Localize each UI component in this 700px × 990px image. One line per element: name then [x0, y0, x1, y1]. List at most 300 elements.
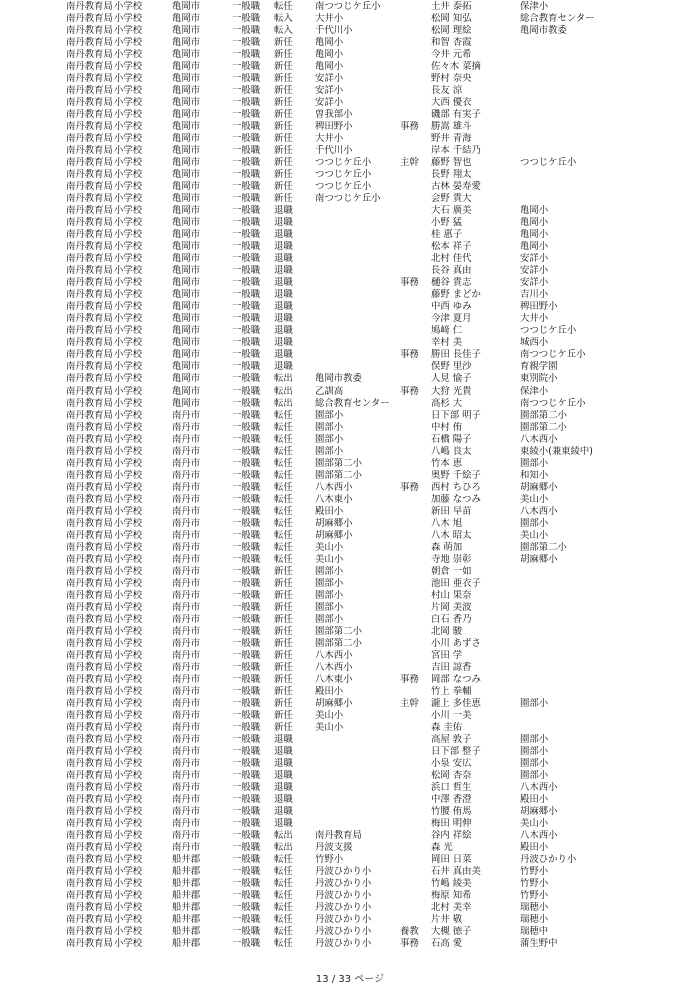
office-cell: 南丹教育局: [66, 265, 113, 277]
table-row: [66, 49, 696, 61]
change-type-cell: 新任: [274, 637, 293, 649]
municipality-cell: 船井郡: [172, 866, 201, 878]
change-type-cell: 退職: [274, 253, 293, 265]
job-class-cell: 一般職: [232, 661, 261, 673]
change-type-cell: 退職: [274, 349, 293, 361]
office-cell: 南丹教育局: [66, 673, 113, 685]
staff-name-cell: 朝倉 一如: [431, 565, 472, 577]
school-type-cell: 小学校: [114, 49, 143, 61]
staff-name-cell: 高杉 大: [431, 397, 463, 409]
staff-name-cell: 大槻 徳子: [431, 926, 472, 938]
new-school-cell: 園部小: [315, 577, 344, 589]
change-type-cell: 転任: [274, 457, 293, 469]
change-type-cell: 新任: [274, 661, 293, 673]
previous-school-cell: 蒲生野中: [520, 938, 558, 950]
table-row: [66, 626, 696, 638]
position-cell: [400, 25, 431, 37]
table-row: [66, 229, 696, 241]
new-school-cell: [315, 241, 400, 253]
previous-school-cell: 育親学園: [520, 361, 558, 373]
staff-name-cell: 片井 敬: [431, 914, 463, 926]
previous-school-cell: 安詳小: [520, 265, 549, 277]
previous-school-cell: 園部小: [520, 457, 549, 469]
school-type-cell: 小学校: [114, 229, 143, 241]
job-class-cell: 一般職: [232, 926, 261, 938]
office-cell: 南丹教育局: [66, 637, 113, 649]
office-cell: 南丹教育局: [66, 121, 113, 133]
staff-name-cell: 森 萌加: [431, 541, 463, 553]
municipality-cell: 南丹市: [172, 565, 201, 577]
change-type-cell: 転任: [274, 854, 293, 866]
table-row: [66, 506, 696, 518]
previous-school-cell: [520, 109, 696, 121]
new-school-cell: [315, 205, 400, 217]
table-row: [66, 13, 696, 25]
table-row: [66, 313, 696, 325]
new-school-cell: 園部小: [315, 589, 344, 601]
position-cell: [400, 866, 431, 878]
staff-name-cell: 土井 泰拓: [431, 1, 472, 12]
office-cell: 南丹教育局: [66, 349, 113, 361]
job-class-cell: 一般職: [232, 205, 261, 217]
municipality-cell: 南丹市: [172, 806, 201, 818]
municipality-cell: 亀岡市: [172, 145, 201, 157]
previous-school-cell: 園部小: [520, 733, 549, 745]
change-type-cell: 新任: [274, 709, 293, 721]
staff-name-cell: 奥野 千絵子: [431, 469, 481, 481]
staff-name-cell: 松岡 杏奈: [431, 770, 472, 781]
table-row: [66, 734, 696, 746]
new-school-cell: 千代川小: [315, 145, 353, 157]
school-type-cell: 小学校: [114, 553, 143, 565]
staff-name-cell: 小泉 安広: [431, 757, 472, 769]
change-type-cell: 新任: [274, 613, 293, 625]
staff-name-cell: 森 光: [431, 842, 453, 854]
new-school-cell: 園部第二小: [315, 469, 362, 481]
school-type-cell: 小学校: [114, 445, 143, 457]
new-school-cell: 園部小: [315, 445, 344, 457]
table-row: [66, 193, 696, 205]
table-row: [66, 85, 696, 97]
position-cell: [400, 686, 431, 698]
school-type-cell: 小学校: [114, 277, 143, 289]
staff-name-cell: 浜口 哲生: [431, 782, 472, 794]
position-cell: [400, 710, 431, 722]
office-cell: 南丹教育局: [66, 938, 113, 950]
school-type-cell: 小学校: [114, 637, 143, 649]
municipality-cell: 南丹市: [172, 794, 201, 806]
office-cell: 南丹教育局: [66, 85, 113, 97]
school-type-cell: 小学校: [114, 1, 143, 12]
previous-school-cell: [520, 145, 696, 157]
school-type-cell: 小学校: [114, 85, 143, 97]
office-cell: 南丹教育局: [66, 782, 113, 794]
municipality-cell: 亀岡市: [172, 25, 201, 37]
table-row: [66, 349, 696, 361]
change-type-cell: 新任: [274, 145, 293, 157]
municipality-cell: 南丹市: [172, 541, 201, 553]
job-class-cell: 一般職: [232, 73, 261, 85]
school-type-cell: 小学校: [114, 818, 143, 830]
staff-name-cell: 八嶋 良太: [431, 445, 472, 457]
new-school-cell: 丹波ひかり小: [315, 926, 372, 938]
new-school-cell: 安詳小: [315, 73, 344, 85]
table-row: [66, 914, 696, 926]
previous-school-cell: [520, 193, 696, 205]
change-type-cell: 退職: [274, 301, 293, 313]
previous-school-cell: 安詳小: [520, 277, 549, 289]
previous-school-cell: 瑞穂中: [520, 926, 549, 938]
previous-school-cell: [520, 650, 696, 662]
municipality-cell: 亀岡市: [172, 193, 201, 205]
new-school-cell: 胡麻郷小: [315, 529, 353, 541]
change-type-cell: 退職: [274, 277, 293, 289]
change-type-cell: 転任: [274, 469, 293, 481]
change-type-cell: 転任: [274, 433, 293, 445]
position-cell: [400, 109, 431, 121]
previous-school-cell: 園部小: [520, 745, 549, 757]
office-cell: 南丹教育局: [66, 733, 113, 745]
table-row: [66, 530, 696, 542]
previous-school-cell: [520, 686, 696, 698]
position-cell: [400, 602, 431, 614]
personnel-rows: [66, 1, 696, 950]
staff-name-cell: 加藤 なつみ: [431, 493, 481, 505]
new-school-cell: 丹波ひかり小: [315, 914, 372, 926]
staff-name-cell: 瀧上 多佳恵: [431, 697, 481, 709]
school-type-cell: 小学校: [114, 193, 143, 205]
change-type-cell: 新任: [274, 589, 293, 601]
new-school-cell: 園部小: [315, 421, 344, 433]
office-cell: 南丹教育局: [66, 433, 113, 445]
new-school-cell: 八木西小: [315, 649, 353, 661]
previous-school-cell: [520, 169, 696, 181]
change-type-cell: 新任: [274, 577, 293, 589]
municipality-cell: 船井郡: [172, 854, 201, 866]
office-cell: 南丹教育局: [66, 457, 113, 469]
position-cell: [400, 746, 431, 758]
position-cell: 事務: [400, 385, 419, 397]
new-school-cell: 殿田小: [315, 505, 344, 517]
table-row: [66, 482, 696, 494]
municipality-cell: 南丹市: [172, 721, 201, 733]
table-row: [66, 121, 696, 133]
previous-school-cell: [520, 85, 696, 97]
job-class-cell: 一般職: [232, 902, 261, 914]
table-row: [66, 205, 696, 217]
staff-name-cell: 長谷 真由: [431, 265, 472, 277]
municipality-cell: 南丹市: [172, 469, 201, 481]
staff-name-cell: 大西 優衣: [431, 97, 472, 109]
staff-name-cell: 竹上 拳輔: [431, 685, 472, 697]
job-class-cell: 一般職: [232, 217, 261, 229]
position-cell: 事務: [400, 481, 419, 493]
municipality-cell: 南丹市: [172, 709, 201, 721]
job-class-cell: 一般職: [232, 601, 261, 613]
office-cell: 南丹教育局: [66, 517, 113, 529]
position-cell: [400, 73, 431, 85]
position-cell: [400, 181, 431, 193]
school-type-cell: 小学校: [114, 481, 143, 493]
change-type-cell: 新任: [274, 85, 293, 97]
municipality-cell: 亀岡市: [172, 337, 201, 349]
job-class-cell: 一般職: [232, 241, 261, 253]
office-cell: 南丹教育局: [66, 49, 113, 61]
school-type-cell: 小学校: [114, 301, 143, 313]
table-row: [66, 830, 696, 842]
table-row: [66, 422, 696, 434]
change-type-cell: 退職: [274, 757, 293, 769]
change-type-cell: 退職: [274, 325, 293, 337]
municipality-cell: 南丹市: [172, 673, 201, 685]
change-type-cell: 転任: [274, 517, 293, 529]
staff-name-cell: 勝嵩 雄斗: [431, 121, 472, 133]
job-class-cell: 一般職: [232, 193, 261, 205]
job-class-cell: 一般職: [232, 313, 261, 325]
job-class-cell: 一般職: [232, 517, 261, 529]
position-cell: [400, 253, 431, 265]
municipality-cell: 亀岡市: [172, 205, 201, 217]
office-cell: 南丹教育局: [66, 601, 113, 613]
office-cell: 南丹教育局: [66, 794, 113, 806]
change-type-cell: 新任: [274, 121, 293, 133]
position-cell: 養教: [400, 926, 419, 938]
job-class-cell: 一般職: [232, 301, 261, 313]
change-type-cell: 新任: [274, 169, 293, 181]
position-cell: [400, 446, 431, 458]
new-school-cell: 八木西小: [315, 661, 353, 673]
municipality-cell: 南丹市: [172, 830, 201, 842]
office-cell: 南丹教育局: [66, 806, 113, 818]
change-type-cell: 転任: [274, 938, 293, 950]
table-row: [66, 710, 696, 722]
change-type-cell: 転任: [274, 481, 293, 493]
table-row: [66, 169, 696, 181]
new-school-cell: 園部小: [315, 613, 344, 625]
staff-name-cell: 中西 ゆみ: [431, 301, 472, 313]
table-row: [66, 217, 696, 229]
previous-school-cell: 胡麻郷小: [520, 553, 558, 565]
job-class-cell: 一般職: [232, 133, 261, 145]
new-school-cell: 園部小: [315, 433, 344, 445]
previous-school-cell: 胡麻郷小: [520, 806, 558, 818]
school-type-cell: 小学校: [114, 337, 143, 349]
office-cell: 南丹教育局: [66, 409, 113, 421]
change-type-cell: 退職: [274, 733, 293, 745]
previous-school-cell: 八木西小: [520, 830, 558, 842]
table-row: [66, 854, 696, 866]
new-school-cell: 総合教育センター: [315, 397, 390, 409]
school-type-cell: 小学校: [114, 433, 143, 445]
staff-name-cell: 寺地 崇彰: [431, 553, 472, 565]
office-cell: 南丹教育局: [66, 878, 113, 890]
table-row: [66, 181, 696, 193]
table-row: [66, 770, 696, 782]
position-cell: 事務: [400, 349, 419, 361]
job-class-cell: 一般職: [232, 37, 261, 49]
job-class-cell: 一般職: [232, 637, 261, 649]
new-school-cell: 胡麻郷小: [315, 697, 353, 709]
previous-school-cell: [520, 49, 696, 61]
table-row: [66, 373, 696, 385]
job-class-cell: 一般職: [232, 157, 261, 169]
new-school-cell: 八木東小: [315, 493, 353, 505]
job-class-cell: 一般職: [232, 721, 261, 733]
previous-school-cell: [520, 614, 696, 626]
office-cell: 南丹教育局: [66, 830, 113, 842]
previous-school-cell: [520, 674, 696, 686]
position-cell: [400, 61, 431, 73]
previous-school-cell: 亀岡小: [520, 217, 549, 229]
office-cell: 南丹教育局: [66, 866, 113, 878]
table-row: [66, 842, 696, 854]
position-cell: [400, 842, 431, 854]
municipality-cell: 南丹市: [172, 842, 201, 854]
position-cell: [400, 770, 431, 782]
position-cell: [400, 626, 431, 638]
municipality-cell: 船井郡: [172, 938, 201, 950]
previous-school-cell: 胡麻郷小: [520, 481, 558, 493]
office-cell: 南丹教育局: [66, 37, 113, 49]
municipality-cell: 亀岡市: [172, 157, 201, 169]
municipality-cell: 船井郡: [172, 926, 201, 938]
previous-school-cell: 南つつじケ丘小: [520, 349, 586, 361]
previous-school-cell: [520, 133, 696, 145]
position-cell: [400, 289, 431, 301]
change-type-cell: 転任: [274, 541, 293, 553]
previous-school-cell: 亀岡小: [520, 229, 549, 241]
office-cell: 南丹教育局: [66, 577, 113, 589]
job-class-cell: 一般職: [232, 830, 261, 842]
previous-school-cell: [520, 722, 696, 734]
job-class-cell: 一般職: [232, 890, 261, 902]
municipality-cell: 南丹市: [172, 433, 201, 445]
municipality-cell: 南丹市: [172, 553, 201, 565]
municipality-cell: 南丹市: [172, 685, 201, 697]
table-row: [66, 866, 696, 878]
change-type-cell: 新任: [274, 685, 293, 697]
school-type-cell: 小学校: [114, 529, 143, 541]
office-cell: 南丹教育局: [66, 289, 113, 301]
previous-school-cell: 吉川小: [520, 289, 549, 301]
change-type-cell: 退職: [274, 770, 293, 781]
municipality-cell: 亀岡市: [172, 241, 201, 253]
table-row: [66, 494, 696, 506]
previous-school-cell: 和知小: [520, 469, 549, 481]
staff-name-cell: 鳩﨑 仁: [431, 325, 463, 337]
municipality-cell: 南丹市: [172, 733, 201, 745]
job-class-cell: 一般職: [232, 697, 261, 709]
new-school-cell: 丹波ひかり小: [315, 938, 372, 950]
change-type-cell: 新任: [274, 97, 293, 109]
new-school-cell: 美山小: [315, 721, 344, 733]
change-type-cell: 新任: [274, 73, 293, 85]
table-row: [66, 133, 696, 145]
job-class-cell: 一般職: [232, 914, 261, 926]
job-class-cell: 一般職: [232, 733, 261, 745]
municipality-cell: 亀岡市: [172, 385, 201, 397]
office-cell: 南丹教育局: [66, 697, 113, 709]
office-cell: 南丹教育局: [66, 205, 113, 217]
position-cell: [400, 734, 431, 746]
office-cell: 南丹教育局: [66, 493, 113, 505]
municipality-cell: 南丹市: [172, 517, 201, 529]
staff-name-cell: 勝田 長佳子: [431, 349, 481, 361]
table-row: [66, 25, 696, 37]
school-type-cell: 小学校: [114, 325, 143, 337]
previous-school-cell: 美山小: [520, 818, 549, 830]
table-row: [66, 890, 696, 902]
previous-school-cell: 亀岡小: [520, 241, 549, 253]
change-type-cell: 新任: [274, 697, 293, 709]
office-cell: 南丹教育局: [66, 721, 113, 733]
school-type-cell: 小学校: [114, 878, 143, 890]
school-type-cell: 小学校: [114, 97, 143, 109]
change-type-cell: 転任: [274, 409, 293, 421]
new-school-cell: 乙訓高: [315, 385, 344, 397]
change-type-cell: 退職: [274, 745, 293, 757]
office-cell: 南丹教育局: [66, 73, 113, 85]
municipality-cell: 亀岡市: [172, 373, 201, 385]
new-school-cell: 亀岡小: [315, 37, 344, 49]
table-row: [66, 650, 696, 662]
municipality-cell: 亀岡市: [172, 301, 201, 313]
change-type-cell: 退職: [274, 313, 293, 325]
school-type-cell: 小学校: [114, 457, 143, 469]
school-type-cell: 小学校: [114, 73, 143, 85]
previous-school-cell: 美山小: [520, 529, 549, 541]
municipality-cell: 亀岡市: [172, 253, 201, 265]
table-row: [66, 145, 696, 157]
position-cell: 主幹: [400, 697, 419, 709]
position-cell: [400, 914, 431, 926]
office-cell: 南丹教育局: [66, 61, 113, 73]
school-type-cell: 小学校: [114, 649, 143, 661]
table-row: [66, 361, 696, 373]
municipality-cell: 南丹市: [172, 757, 201, 769]
office-cell: 南丹教育局: [66, 229, 113, 241]
school-type-cell: 小学校: [114, 577, 143, 589]
previous-school-cell: [520, 97, 696, 109]
job-class-cell: 一般職: [232, 577, 261, 589]
position-cell: [400, 398, 431, 410]
new-school-cell: つつじケ丘小: [315, 169, 372, 181]
staff-name-cell: 和智 杏霞: [431, 37, 472, 49]
staff-name-cell: 松岡 理絵: [431, 25, 472, 37]
office-cell: 南丹教育局: [66, 890, 113, 902]
job-class-cell: 一般職: [232, 589, 261, 601]
staff-name-cell: 西村 ちひろ: [431, 481, 481, 493]
position-cell: 事務: [400, 673, 419, 685]
office-cell: 南丹教育局: [66, 469, 113, 481]
change-type-cell: 退職: [274, 806, 293, 818]
staff-name-cell: 北岡 駿: [431, 625, 463, 637]
table-row: [66, 698, 696, 710]
change-type-cell: 新任: [274, 109, 293, 121]
new-school-cell: [315, 229, 400, 241]
municipality-cell: 南丹市: [172, 818, 201, 830]
table-row: [66, 578, 696, 590]
office-cell: 南丹教育局: [66, 193, 113, 205]
job-class-cell: 一般職: [232, 866, 261, 878]
previous-school-cell: つつじケ丘小: [520, 325, 577, 337]
municipality-cell: 南丹市: [172, 637, 201, 649]
office-cell: 南丹教育局: [66, 649, 113, 661]
job-class-cell: 一般職: [232, 757, 261, 769]
municipality-cell: 亀岡市: [172, 265, 201, 277]
position-cell: [400, 458, 431, 470]
new-school-cell: [315, 734, 400, 746]
